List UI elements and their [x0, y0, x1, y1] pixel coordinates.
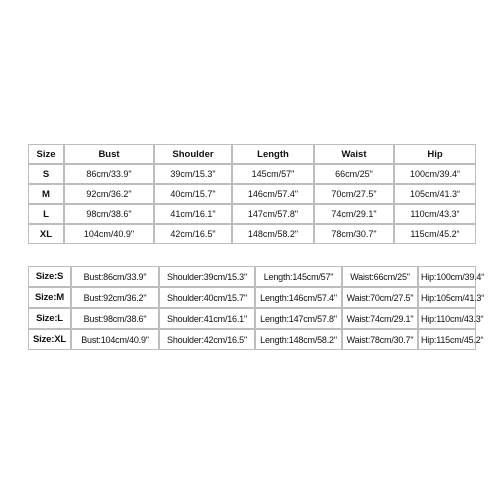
header-shoulder: Shoulder — [154, 144, 232, 164]
bust-cell: 98cm/38.6" — [64, 204, 154, 224]
length-cell: 148cm/58.2" — [232, 224, 314, 244]
table-row — [28, 184, 476, 204]
bust-cell: Bust:104cm/40.9" — [71, 329, 159, 350]
bust-cell: Bust:86cm/33.9" — [71, 266, 159, 287]
size-cell: Size:M — [28, 287, 71, 308]
table-row — [28, 224, 476, 244]
length-cell: Length:146cm/57.4" — [255, 287, 342, 308]
hip-cell: Hip:110cm/43.3“ — [418, 308, 476, 329]
waist-cell: 70cm/27.5" — [314, 184, 394, 204]
table-row — [28, 266, 476, 287]
bust-cell: 86cm/33.9" — [64, 164, 154, 184]
table-row — [28, 204, 476, 224]
size-details-table — [28, 266, 485, 350]
size-chart-table — [28, 144, 476, 244]
shoulder-cell: 41cm/16.1" — [154, 204, 232, 224]
bust-cell: Bust:98cm/38.6" — [71, 308, 159, 329]
size-cell: L — [28, 204, 64, 224]
header-hip: Hip — [394, 144, 476, 164]
length-cell: 145cm/57" — [232, 164, 314, 184]
table-row — [28, 308, 476, 329]
waist-cell: Waist:66cm/25" — [342, 266, 418, 287]
length-cell: 146cm/57.4" — [232, 184, 314, 204]
size-cell: Size:S — [28, 266, 71, 287]
size-cell: XL — [28, 224, 64, 244]
length-cell: Length:147cm/57.8" — [255, 308, 342, 329]
shoulder-cell: 40cm/15.7" — [154, 184, 232, 204]
length-cell: Length:145cm/57" — [255, 266, 342, 287]
hip-cell: Hip:115cm/45.2“ — [418, 329, 476, 350]
bust-cell: Bust:92cm/36.2" — [71, 287, 159, 308]
shoulder-cell: 39cm/15.3" — [154, 164, 232, 184]
header-waist: Waist — [314, 144, 394, 164]
size-cell: S — [28, 164, 64, 184]
size-cell: Size:XL — [28, 329, 71, 350]
shoulder-cell: 42cm/16.5" — [154, 224, 232, 244]
bust-cell: 104cm/40.9" — [64, 224, 154, 244]
hip-cell: Hip:100cm/39.4“ — [418, 266, 476, 287]
header-size: Size — [28, 144, 64, 164]
shoulder-cell: Shoulder:42cm/16.5" — [159, 329, 255, 350]
hip-cell: 105cm/41.3“ — [394, 184, 476, 204]
length-cell: Length:148cm/58.2" — [255, 329, 342, 350]
waist-cell: 78cm/30.7" — [314, 224, 394, 244]
bust-cell: 92cm/36.2" — [64, 184, 154, 204]
table-row — [28, 329, 476, 350]
shoulder-cell: Shoulder:41cm/16.1" — [159, 308, 255, 329]
waist-cell: Waist:74cm/29.1" — [342, 308, 418, 329]
length-cell: 147cm/57.8" — [232, 204, 314, 224]
hip-cell: Hip:105cm/41.3“ — [418, 287, 476, 308]
header-row — [28, 144, 476, 164]
waist-cell: Waist:70cm/27.5" — [342, 287, 418, 308]
shoulder-cell: Shoulder:39cm/15.3" — [159, 266, 255, 287]
header-length: Length — [232, 144, 314, 164]
hip-cell: 115cm/45.2“ — [394, 224, 476, 244]
table-row — [28, 287, 476, 308]
size-cell: Size:L — [28, 308, 71, 329]
waist-cell: 74cm/29.1" — [314, 204, 394, 224]
table-row — [28, 164, 476, 184]
waist-cell: Waist:78cm/30.7" — [342, 329, 418, 350]
waist-cell: 66cm/25" — [314, 164, 394, 184]
hip-cell: 100cm/39.4“ — [394, 164, 476, 184]
hip-cell: 110cm/43.3“ — [394, 204, 476, 224]
header-bust: Bust — [64, 144, 154, 164]
size-cell: M — [28, 184, 64, 204]
shoulder-cell: Shoulder:40cm/15.7" — [159, 287, 255, 308]
